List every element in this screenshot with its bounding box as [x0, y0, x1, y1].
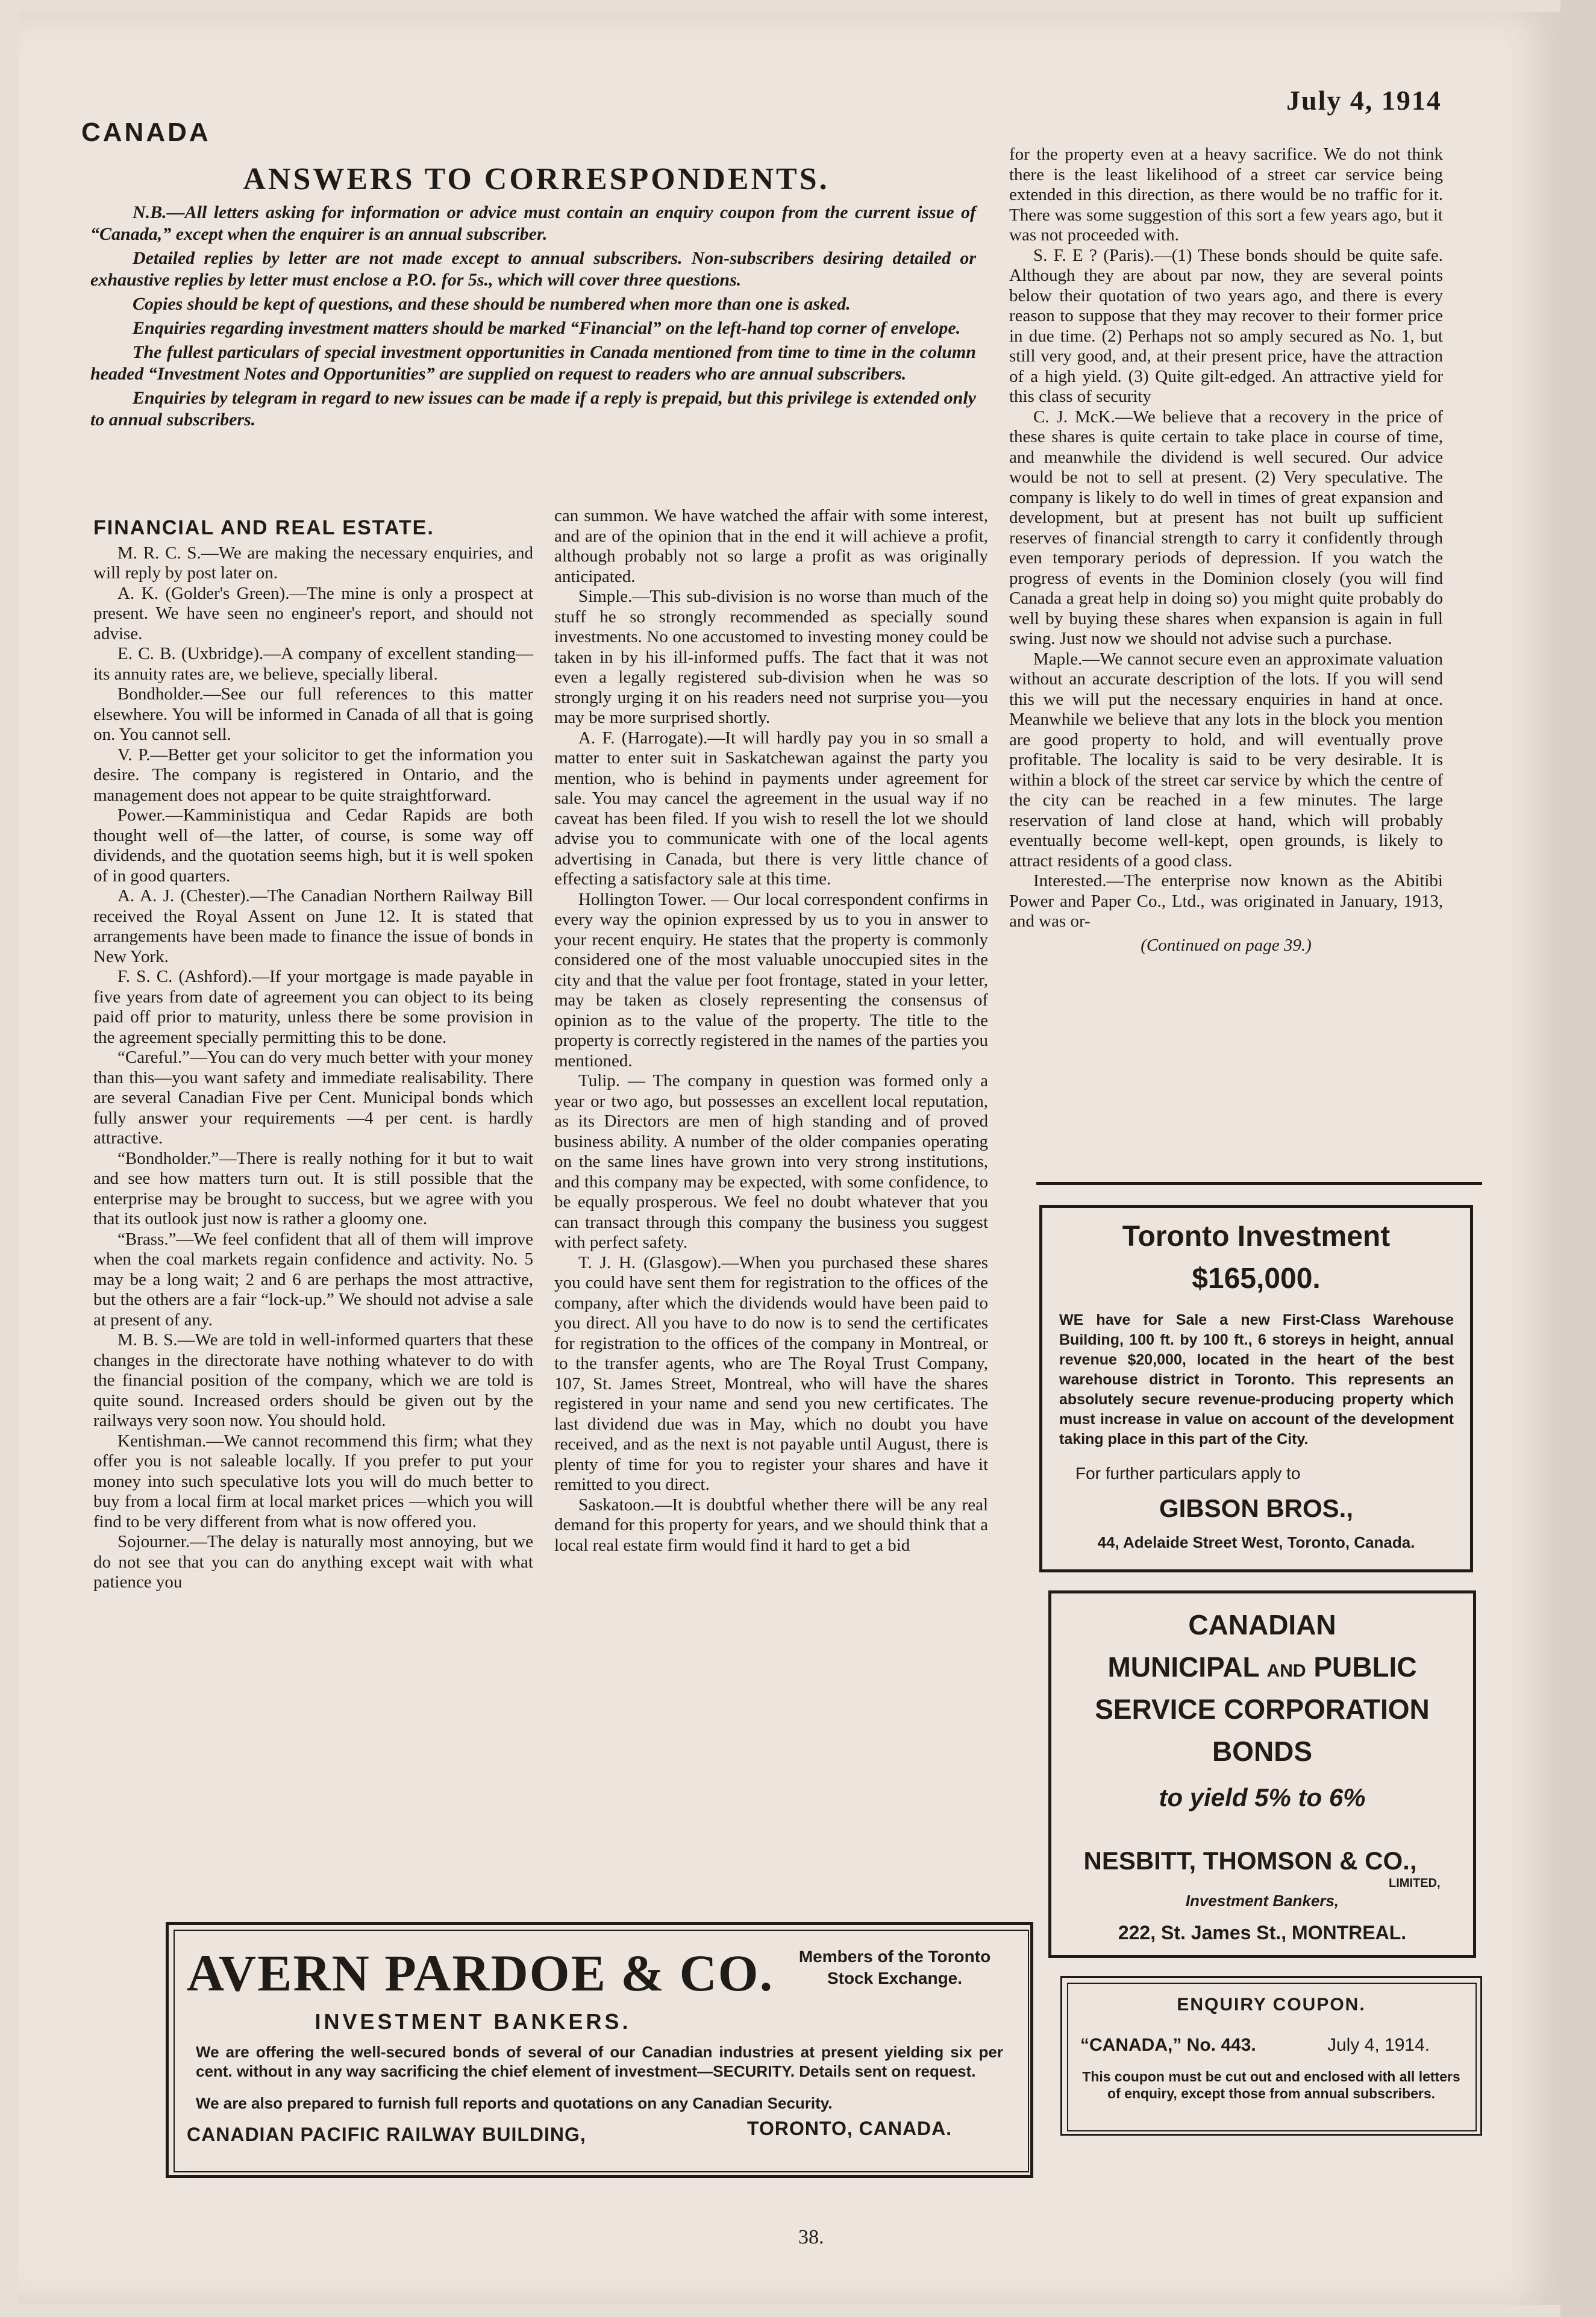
- ad-address-right: TORONTO, CANADA.: [747, 2118, 953, 2139]
- column-2: [554, 506, 988, 1556]
- column-3: [1009, 145, 1443, 955]
- masthead: CANADA: [81, 117, 211, 147]
- answer-paragraph: Saskatoon.—It is doubtful whether there will be any real demand for this property for years, and we should think that a local real estate firm would find it hard to get a bid: [554, 1495, 988, 1555]
- answer-paragraph: “Bondholder.”—There is really nothing for it but to wait and see how matters turn out. It is still possible that the enterprise may be brought to success, but we agree with you that its outlook just now is rather a gloomy one.: [93, 1148, 533, 1228]
- answer-paragraph: Hollington Tower. — Our local correspondent confirms in every way the opinion expressed by us to you in answer to your recent enquiry. He states that the property is commonly considered one of the most valuable unoccupied sites in the city and that the value per foot frontage, stated in your letter, may be taken as closely representing the consensus of opinion as to the value of the property. The title to the property is correctly registered in the names of the parties you mentioned.: [554, 889, 988, 1071]
- answer-paragraph: Bondholder.—See our full references to this matter elsewhere. You will be informed in Canada of all that is going on. You cannot sell.: [93, 684, 533, 744]
- ad-line-service: SERVICE CORPORATION: [1095, 1693, 1430, 1725]
- ad-address: 44, Adelaide Street West, Toronto, Canada.: [1097, 1533, 1415, 1551]
- answer-paragraph: Interested.—The enterprise now known as the Abitibi Power and Paper Co., Ltd., was originated in January, 1913, and was or-: [1009, 871, 1443, 931]
- note-coupon: N.B.—All letters asking for information or advice must contain an enquiry coupon from the current issue of “Canada,” except when the enquirer is an annual subscriber.: [90, 202, 976, 244]
- ad-word-public: PUBLIC: [1313, 1651, 1417, 1683]
- ad-address: 222, St. James St., MONTREAL.: [1118, 1922, 1407, 1943]
- ad-role: Investment Bankers,: [1185, 1892, 1339, 1910]
- answer-paragraph: “Careful.”—You can do very much better with your money than this—you want safety and immediate realisability. There are several Canadian Five per Cent. Municipal bonds which fully answer your requirements —4 per cent. is hardly attractive.: [93, 1048, 533, 1148]
- enquiry-coupon[interactable]: [1060, 1976, 1482, 2136]
- answer-paragraph: A. K. (Golder's Green).—The mine is only a prospect at present. We have seen no engineer's report, and should not advise.: [93, 583, 533, 643]
- answer-paragraph: V. P.—Better get your solicitor to get the information you desire. The company is registered in Ontario, and the management does not appear to be quite straightforward.: [93, 745, 533, 805]
- answer-paragraph: M. B. S.—We are told in well-informed quarters that these changes in the directorate have nothing whatever to do with the financial position of the company, which we are told is quite sound. Increased orders should be given out by the railways very soon now. You should hold.: [93, 1330, 533, 1430]
- ad-firm: GIBSON BROS.,: [1159, 1494, 1354, 1522]
- answer-paragraph: for the property even at a heavy sacrifice. We do not think there is the least likelihood of a street car service being extended in this direction, as there would be no traffic for it. There was some suggestion of this sort a few years ago, but it was not proceeded with.: [1009, 145, 1443, 245]
- page-number: 38.: [798, 2226, 824, 2248]
- section-title: ANSWERS TO CORRESPONDENTS.: [243, 162, 830, 196]
- ad-paragraph-offer: We are offering the well-secured bonds of several of our Canadian industries at present yielding six per cent. without in any way sacrificing the chief element of investment—SECURITY. Details sent on request.: [196, 2043, 1003, 2080]
- ad-toronto-investment: [1039, 1205, 1473, 1572]
- ad-title: Toronto Investment: [1122, 1221, 1391, 1252]
- answer-paragraph: Tulip. — The company in question was formed only a year or two ago, but possesses an excellent local reputation, as its Directors are men of high standing and of proved business ability. A number of the older companies operating on the same lines have grown into very strong institutions, and this company may be expected, with some confidence, to be equally prosperous. We feel no doubt whatever that you can transact through this company the business you suggest with perfect safety.: [554, 1071, 988, 1252]
- answer-paragraph: F. S. C. (Ashford).—If your mortgage is made payable in five years from date of agreement you can object to its being paid off prior to maturity, unless there be some provision in the agreement specially permitting this to be done.: [93, 967, 533, 1047]
- answer-paragraph: T. J. H. (Glasgow).—When you purchased these shares you could have sent them for registration to the offices of the company, after which the dividends would have been paid to you direct. All you have to do now is to send the certificates for registration to the offices of the company in Montreal, or to the transfer agents, who are The Royal Trust Company, 107, St. James Street, Montreal, who will have the shares registered in your name and send you new certificates. The last dividend due was in May, which no doubt you have received, and as the next is not payable until August, there is plenty of time for you to register your shares and have it remitted to you direct.: [554, 1252, 988, 1494]
- answer-paragraph: Sojourner.—The delay is naturally most annoying, but we do not see that you can do anything except wait with what patience you: [93, 1532, 533, 1592]
- answer-paragraph: Power.—Kamministiqua and Cedar Rapids are both thought well of—the latter, of course, is some way off dividends, and the quotation seems high, but it is well spoken of in good quarters.: [93, 805, 533, 886]
- ad-body: WE have for Sale a new First-Class Warehouse Building, 100 ft. by 100 ft., 6 storeys in height, annual revenue $20,000, located in the heart of the best warehouse district in Toronto. This represents an absolutely secure revenue-producing property which must increase in value on account of the development taking place in this part of the City.: [1059, 1312, 1454, 1448]
- ad-price: $165,000.: [1192, 1263, 1321, 1295]
- coupon-publication: “CANADA,” No. 443.: [1080, 2035, 1256, 2055]
- answer-paragraph: “Brass.”—We feel confident that all of them will improve when the coal markets regain confidence and activity. No. 5 may be a long wait; 2 and 6 are perhaps the most attractive, but the others are a fair “lock-up.” We should not advise a sale at present of any.: [93, 1229, 533, 1330]
- ad-paragraph-reports: We are also prepared to furnish full reports and quotations on any Canadian Security.: [196, 2094, 833, 2112]
- answer-paragraph: S. F. E ? (Paris).—(1) These bonds should be quite safe. Although they are about par now, they are several points below their quotation of two years ago, and there is every reason to suppose that they may recover to their former price in due time. (2) Perhaps not so amply secured as No. 1, but still very good, and, at their present price, have the attraction of a high yield. (3) Quite gilt-edged. An attractive yield for this class of security: [1009, 245, 1443, 406]
- continued-note: (Continued on page 39.): [1141, 935, 1312, 955]
- coupon-note: This coupon must be cut out and enclosed with all letters of enquiry, except those from annual subscribers.: [1082, 2069, 1460, 2101]
- page-edge: [1560, 0, 1596, 2317]
- correspondence-notes: [90, 202, 976, 433]
- ad-exchange-members: Members of the Toronto Stock Exchange.: [798, 1947, 991, 1987]
- ad-word-and: AND: [1266, 1661, 1306, 1681]
- issue-date: July 4, 1914: [1286, 85, 1442, 116]
- ad-limited: LIMITED,: [1389, 1877, 1441, 1890]
- note-particulars: The fullest particulars of special investment opportunities in Canada mentioned from time to time in the column headed “Investment Notes and Opportunities” are supplied on request to readers who are annual subscribers.: [90, 342, 976, 384]
- ad-firm: NESBITT, THOMSON & CO.,: [1083, 1846, 1417, 1875]
- ad-yield: to yield 5% to 6%: [1159, 1783, 1366, 1812]
- answer-paragraph: Kentishman.—We cannot recommend this firm; what they offer you is not saleable locally. If you prefer to put your money into such speculative lots you will do much better to buy from a local firm at local market prices —which you will find to be very different from what is now offered you.: [93, 1431, 533, 1531]
- ad-subtitle: INVESTMENT BANKERS.: [315, 2009, 631, 2034]
- coupon-date: July 4, 1914.: [1327, 2035, 1430, 2055]
- ad-address-left: CANADIAN PACIFIC RAILWAY BUILDING,: [187, 2124, 586, 2145]
- ad-apply-line: For further particulars apply to: [1075, 1464, 1301, 1483]
- ad-line-bonds: BONDS: [1212, 1736, 1313, 1767]
- ad-nesbitt-thomson: [1048, 1590, 1476, 1958]
- answer-paragraph: E. C. B. (Uxbridge).—A company of excellent standing—its annuity rates are, we believe, specially liberal.: [93, 644, 533, 684]
- answer-paragraph: can summon. We have watched the affair with some interest, and are of the opinion that in the end it will achieve a profit, although probably not so large a profit as was originally anticipated.: [554, 506, 988, 586]
- column-1: [93, 518, 533, 1593]
- ad-line-municipal: [1051, 1651, 1473, 1683]
- answer-paragraph: Maple.—We cannot secure even an approximate valuation without an accurate description of the lots. If you will send this we will put the necessary enquiries in hand at once. Meanwhile we believe that any lots in the block you mention are good property to hold, and will eventually prove profitable. The locality is said to be very desirable. It is within a block of the street car service by which the centre of the city can be reached in a few minutes. The large reservation of land close at hand, which will probably eventually become well-kept, open grounds, is likely to attract residents of a good class.: [1009, 649, 1443, 871]
- answer-paragraph: A. A. J. (Chester).—The Canadian Northern Railway Bill received the Royal Assent on June 12. It is stated that arrangements have been made to finance the issue of bonds in New York.: [93, 886, 533, 966]
- answer-paragraph: A. F. (Harrogate).—It will hardly pay you in so small a matter to enter suit in Saskatchewan against the party you mention, who is behind in payments under agreement for sale. You may cancel the agreement in the usual way if no caveat has been filed. If you wish to resell the lot we should advise you to communicate with one of the local agents advertising in Canada, but there is very little chance of effecting a satisfactory sale at this time.: [554, 728, 988, 889]
- note-replies: Detailed replies by letter are not made except to annual subscribers. Non-subscribers desiring detailed or exhaustive replies by letter must enclose a P.O. for 5s., which will cover three questions.: [90, 248, 976, 290]
- coupon-title: ENQUIRY COUPON.: [1177, 1995, 1366, 2015]
- ad-line-canadian: CANADIAN: [1188, 1609, 1336, 1640]
- ad-avern-pardoe: [166, 1922, 1033, 2178]
- answer-paragraph: Simple.—This sub-division is no worse than much of the stuff he so strongly recommended as specially sound investments. No one accustomed to investing money could be taken in by his ill-informed puffs. The fact that it was not even a legally registered sub-division when he was so strongly urging it on his readers need not surprise you—you may be more surprised shortly.: [554, 587, 988, 727]
- divider-rule: [1036, 1182, 1482, 1185]
- subheading-financial: FINANCIAL AND REAL ESTATE.: [93, 516, 434, 539]
- ad-word-municipal: MUNICIPAL: [1107, 1651, 1259, 1683]
- note-copies: Copies should be kept of questions, and these should be numbered when more than one is asked.: [133, 294, 851, 314]
- answer-paragraph: C. J. McK.—We believe that a recovery in the price of these shares is quite certain to take place in course of time, and meanwhile the dividend is well secured. Our advice would be not to sell at present. (2) Very speculative. The company is likely to do well in times of great expansion and development, but at present has not built up sufficient reserves of financial strength to carry it confidently through even temporary periods of depression. If you watch the progress of events in the Dominion closely (you will find Canada a great help in doing so) you might quite probably do well by buying these shares when expansion is again in full swing. Just now we should not advise such a purchase.: [1009, 407, 1443, 648]
- answer-paragraph: M. R. C. S.—We are making the necessary enquiries, and will reply by post later on.: [93, 543, 533, 583]
- note-financial: Enquiries regarding investment matters should be marked “Financial” on the left-hand top corner of envelope.: [133, 318, 961, 338]
- note-telegram: Enquiries by telegram in regard to new issues can be made if a reply is prepaid, but this privilege is extended only to annual subscribers.: [90, 388, 976, 430]
- ad-firm: AVERN PARDOE & CO.: [187, 1944, 774, 2002]
